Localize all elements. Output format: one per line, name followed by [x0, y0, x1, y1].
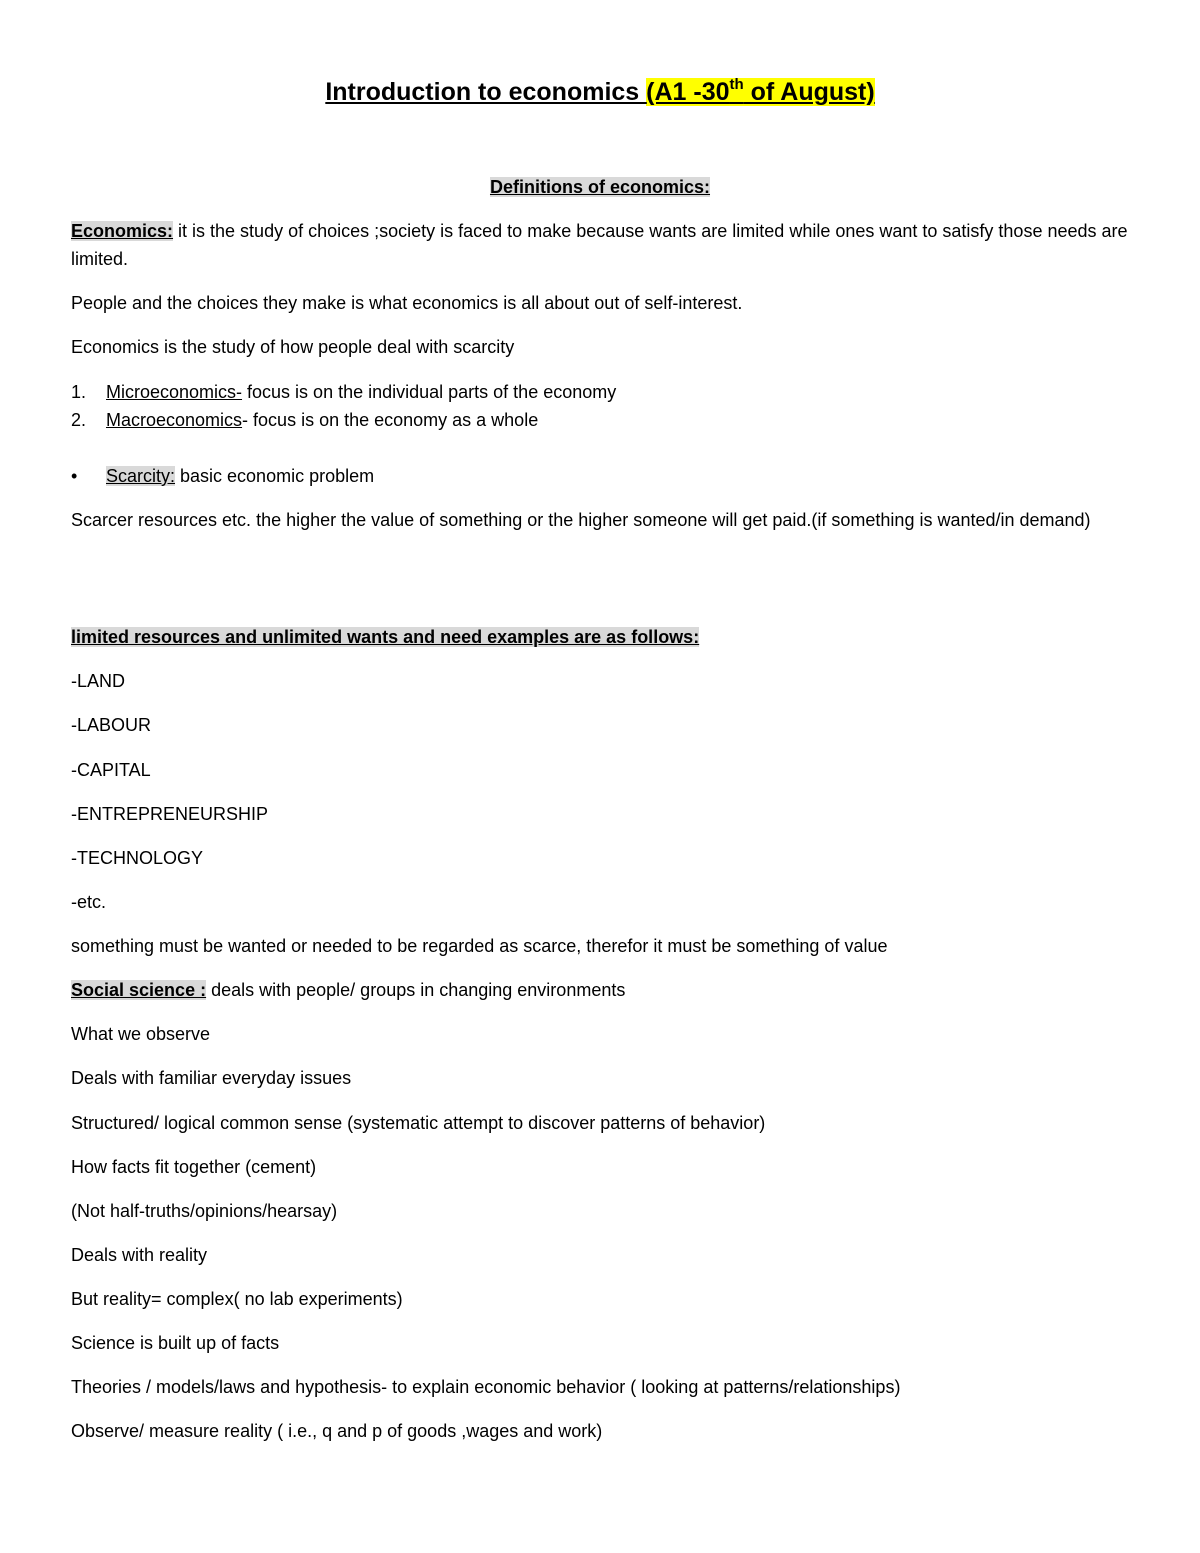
- list-number-2: 2.: [71, 410, 87, 430]
- economics-term: Economics:: [71, 221, 174, 241]
- section-heading-resources: [71, 623, 1141, 651]
- resource-item: -TECHNOLOGY: [71, 848, 204, 868]
- title-date-suffix: of August): [743, 78, 875, 106]
- macroeconomics-term: Macroeconomics: [106, 410, 243, 430]
- list-number-1: 1.: [71, 382, 87, 402]
- paragraph-scarcer-resources: Scarcer resources etc. the higher the value of something or the higher someone will get paid.(if something is wanted/in demand): [71, 510, 1091, 530]
- list-item-scarcity: [106, 462, 374, 490]
- paragraph-people: People and the choices they make is what economics is all about out of self-interest.: [71, 293, 743, 313]
- scarcity-term: Scarcity:: [106, 466, 176, 486]
- definitions-heading-text: Definitions of economics:: [489, 177, 711, 197]
- resources-heading-text: limited resources and unlimited wants and need examples are as follows:: [71, 627, 700, 647]
- resource-item: -LAND: [71, 671, 126, 691]
- list-item-microeconomics: [106, 378, 616, 406]
- section-heading-definitions: [0, 174, 1200, 200]
- resource-item: -ENTREPRENEURSHIP: [71, 804, 269, 824]
- text-line: Deals with reality: [71, 1245, 208, 1265]
- text-line: But reality= complex( no lab experiments): [71, 1289, 403, 1309]
- text-line: What we observe: [71, 1024, 211, 1044]
- resource-item: -etc.: [71, 892, 107, 912]
- list-item-macroeconomics: [106, 406, 538, 434]
- text-line: (Not half-truths/opinions/hearsay): [71, 1201, 338, 1221]
- title-main: Introduction to economics: [325, 78, 647, 106]
- social-science-term: Social science :: [71, 980, 207, 1000]
- text-line: Structured/ logical common sense (systematic attempt to discover patterns of behavior): [71, 1113, 766, 1133]
- macroeconomics-text: - focus is on the economy as a whole: [242, 410, 539, 430]
- social-science-text: deals with people/ groups in changing environments: [206, 980, 626, 1000]
- text-line: How facts fit together (cement): [71, 1157, 317, 1177]
- paragraph-scarcity-study: Economics is the study of how people deal with scarcity: [71, 337, 515, 357]
- document-title: [0, 74, 1200, 110]
- title-date-prefix: (A1 -30: [646, 78, 730, 106]
- bullet-icon: •: [71, 466, 78, 486]
- resource-item: -CAPITAL: [71, 760, 151, 780]
- scarcity-text: basic economic problem: [175, 466, 375, 486]
- social-science-definition: [71, 976, 1141, 1004]
- economics-definition: [71, 217, 1141, 273]
- text-line: Theories / models/laws and hypothesis- to explain economic behavior ( looking at patterns/relationships): [71, 1377, 901, 1397]
- microeconomics-term: Microeconomics-: [106, 382, 243, 402]
- paragraph-scarce-value: something must be wanted or needed to be regarded as scarce, therefor it must be something of value: [71, 936, 888, 956]
- microeconomics-text: focus is on the individual parts of the economy: [242, 382, 617, 402]
- text-line: Observe/ measure reality ( i.e., q and p of goods ,wages and work): [71, 1421, 603, 1441]
- text-line: Deals with familiar everyday issues: [71, 1068, 352, 1088]
- economics-definition-text: it is the study of choices ;society is faced to make because wants are limited while ones want to satisfy those needs are limited.: [71, 221, 1128, 269]
- text-line: Science is built up of facts: [71, 1333, 280, 1353]
- resource-item: -LABOUR: [71, 715, 152, 735]
- title-superscript: th: [729, 76, 744, 93]
- title-highlight: [646, 78, 875, 106]
